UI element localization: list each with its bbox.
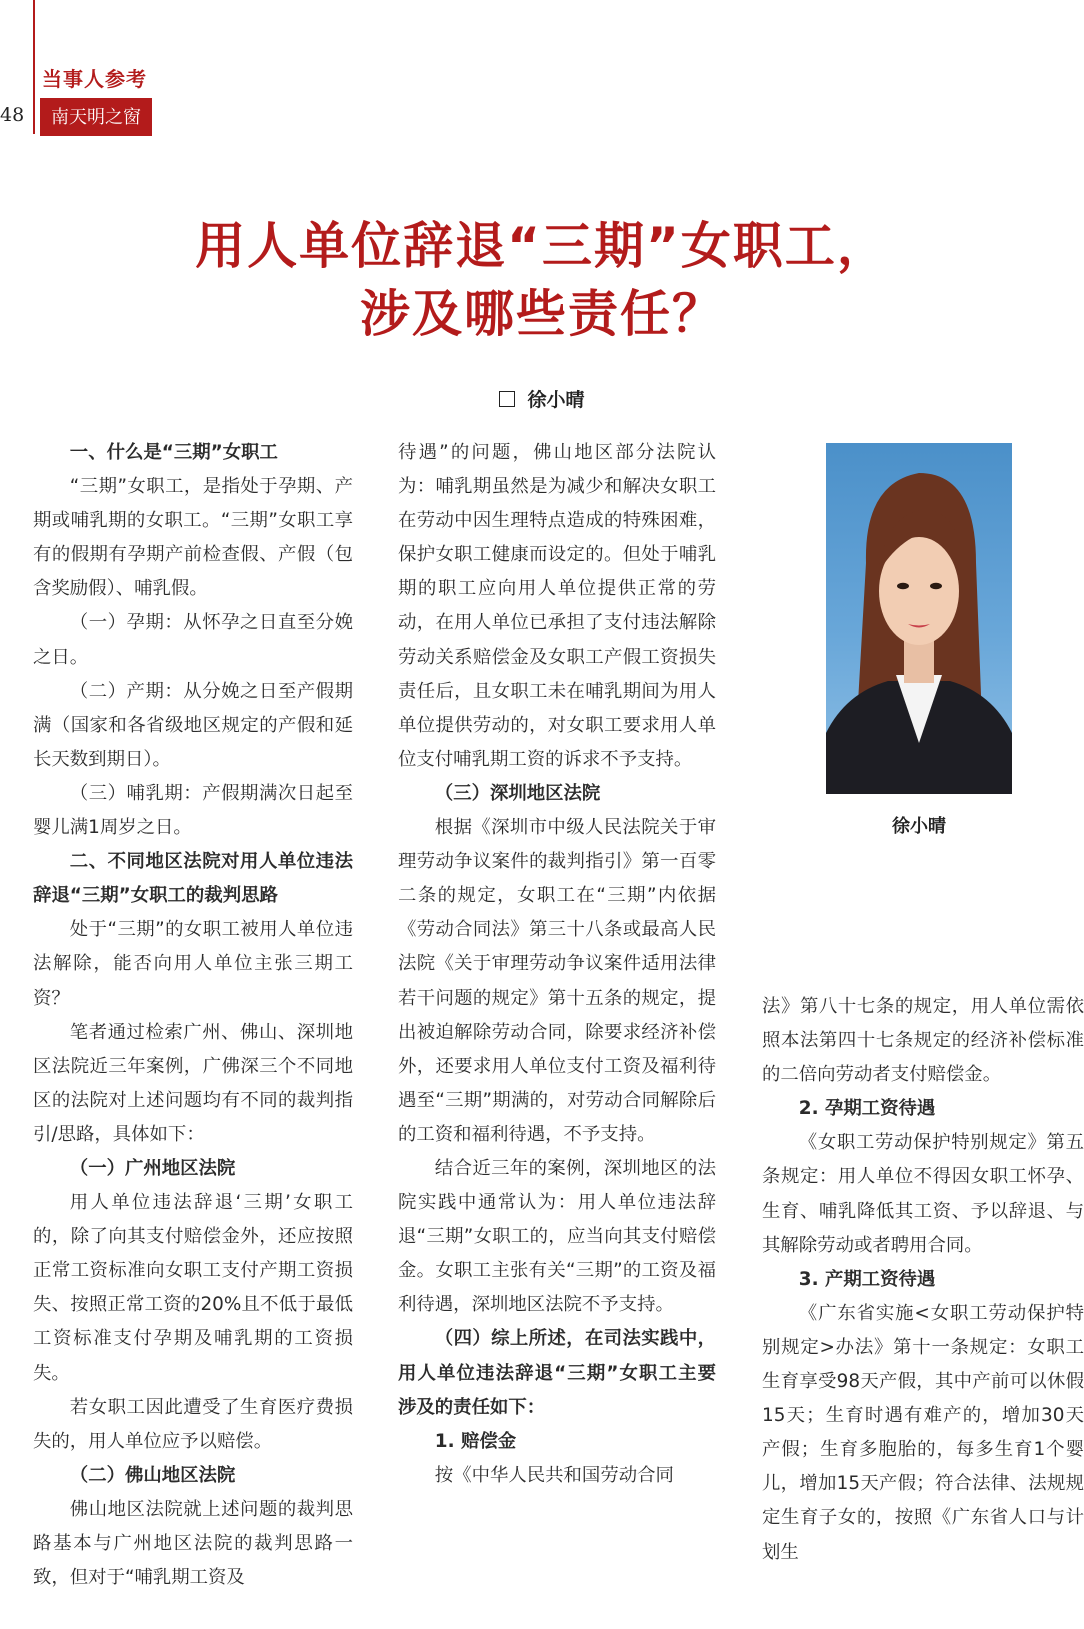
subheading-compensation: 1. 赔偿金 xyxy=(434,1430,517,1452)
title-line-1: 用人单位辞退“三期”女职工， xyxy=(195,217,889,275)
paragraph: （一）孕期：从怀孕之日直至分娩之日。 xyxy=(33,612,353,668)
paragraph: （二）产期：从分娩之日至产假期满（国家和各省级地区规定的产假和延长天数到期日）。 xyxy=(33,680,353,770)
paragraph: 《广东省实施<女职工劳动保护特别规定>办法》第十一条规定：女职工生育享受98天产假，其中产前可以休假15天；生育时遇有难产的，增加30天产假；生育多胞胎的，每多生育1个婴儿，增加15天产假；符合法律、法规规定生育子女的，按照《广东省人口与计划生 xyxy=(762,1302,1084,1563)
subheading-shenzhen: （三）深圳地区法院 xyxy=(434,782,601,804)
subheading-pregnancy-wage: 2. 孕期工资待遇 xyxy=(798,1098,936,1120)
author-photo xyxy=(826,443,1012,794)
photo-caption: 徐小晴 xyxy=(892,816,946,837)
paragraph: 处于“三期”的女职工被用人单位违法解除，能否向用人单位主张三期工资？ xyxy=(33,919,353,1009)
subheading-foshan: （二）佛山地区法院 xyxy=(69,1464,236,1486)
paragraph: “三期”女职工，是指处于孕期、产期或哺乳期的女职工。“三期”女职工享有的假期有孕期产前检查假、产假（包含奖励假）、哺乳假。 xyxy=(33,476,353,600)
title-line-2: 涉及哪些责任？ xyxy=(360,285,724,343)
paragraph: 根据《深圳市中级人民法院关于审理劳动争议案件的裁判指引》第一百零二条的规定，女职工在“三期”内依据《劳动合同法》第三十八条或最高人民法院《关于审理劳动争议案件适用法律若干问题的规定》第十五条的规定，提出被迫解除劳动合同，除要求经济补偿外，还要求用人单位支付工资及福利待遇至“三期”期满的，对劳动合同解除后的工资和福利待遇，不予支持。 xyxy=(398,817,716,1145)
paragraph: 《女职工劳动保护特别规定》第五条规定：用人单位不得因女职工怀孕、生育、哺乳降低其工资、予以辞退、与其解除劳动或者聘用合同。 xyxy=(762,1132,1084,1256)
text-column-1 xyxy=(33,436,353,1595)
section-label: 当事人参考 xyxy=(42,67,147,91)
paragraph: 按《中华人民共和国劳动合同 xyxy=(434,1464,674,1486)
subheading-guangzhou: （一）广州地区法院 xyxy=(69,1157,236,1179)
page-number: 48 xyxy=(0,104,25,126)
paragraph: 待遇”的问题，佛山地区部分法院认为：哺乳期虽然是为减少和解决女职工在劳动中因生理特点造成的特殊困难，保护女职工健康而设定的。但处于哺乳期的职工应向用人单位提供正常的劳动，在用人单位已承担了支付违法解除劳动关系赔偿金及女职工产假工资损失责任后，且女职工未在哺乳期间为用人单位提供劳动的，对女职工要求用人单位支付哺乳期工资的诉求不予支持。 xyxy=(398,442,716,770)
text-column-3 xyxy=(762,990,1084,1570)
article-title xyxy=(0,212,1084,348)
column-tag: 南天明之窗 xyxy=(40,98,152,136)
paragraph: 用人单位违法辞退‘三期’女职工的，除了向其支付赔偿金外，还应按照正常工资标准向女职工支付产期工资损失、按照正常工资的20%且不低于最低工资标准支付孕期及哺乳期的工资损失。 xyxy=(33,1192,353,1384)
paragraph: 笔者通过检索广州、佛山、深圳地区法院近三年案例，广佛深三个不同地区的法院对上述问题均有不同的裁判指引/思路，具体如下： xyxy=(33,1021,353,1145)
paragraph: 若女职工因此遭受了生育医疗费损失的，用人单位应予以赔偿。 xyxy=(33,1396,353,1452)
paragraph: 佛山地区法院就上述问题的裁判思路基本与广州地区法院的裁判思路一致，但对于“哺乳期工资及 xyxy=(33,1498,353,1589)
heading-what-is: 一、什么是“三期”女职工 xyxy=(69,442,278,463)
paragraph: 结合近三年的案例，深圳地区的法院实践中通常认为：用人单位违法辞退“三期”女职工的，应当向其支付赔偿金。女职工主张有关“三期”的工资及福利待遇，深圳地区法院不予支持。 xyxy=(398,1157,716,1316)
paragraph: （三）哺乳期：产假期满次日起至婴儿满1周岁之日。 xyxy=(33,782,353,839)
header-rule xyxy=(33,0,35,134)
author-byline xyxy=(0,385,1084,412)
subheading-maternity-wage: 3. 产期工资待遇 xyxy=(798,1268,936,1290)
subheading-summary: （四）综上所述，在司法实践中，用人单位违法辞退“三期”女职工主要涉及的责任如下： xyxy=(398,1328,716,1418)
portrait-illustration xyxy=(826,443,1012,794)
paragraph: 法》第八十七条的规定，用人单位需依照本法第四十七条规定的经济补偿标准的二倍向劳动者支付赔偿金。 xyxy=(762,996,1084,1086)
author-name: 徐小晴 xyxy=(527,389,585,411)
square-icon xyxy=(499,391,515,407)
heading-court-approaches: 二、不同地区法院对用人单位违法辞退“三期”女职工的裁判思路 xyxy=(33,851,353,907)
text-column-2 xyxy=(398,436,716,1493)
